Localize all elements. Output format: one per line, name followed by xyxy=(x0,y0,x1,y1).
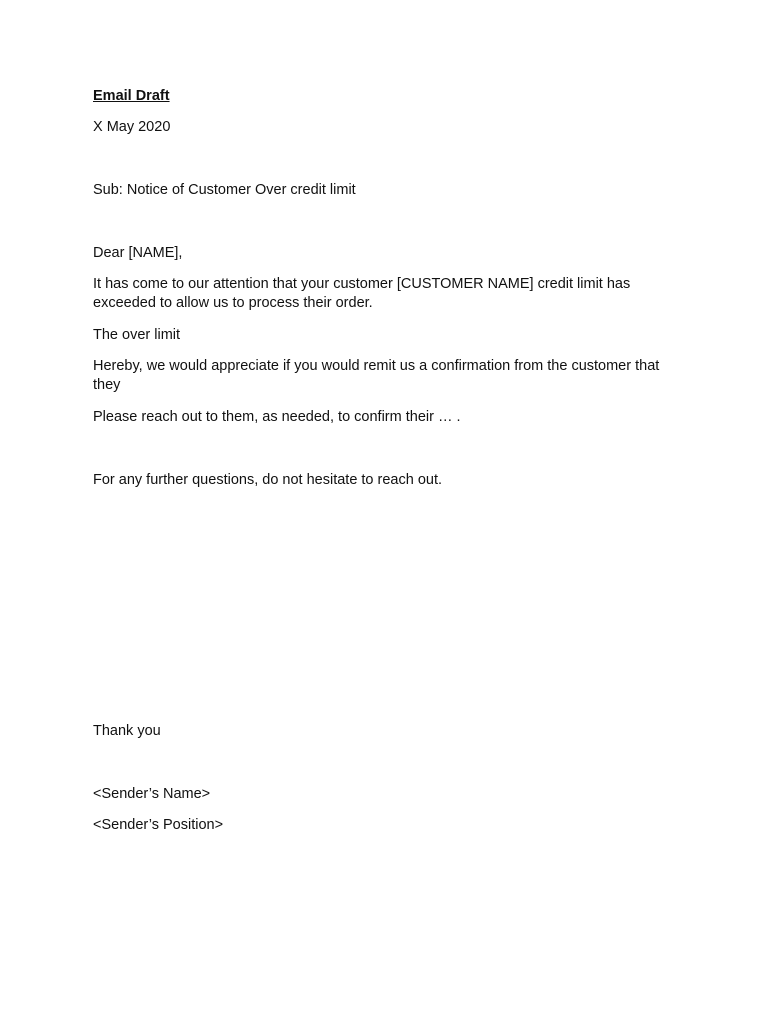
document-date: X May 2020 xyxy=(93,119,171,135)
document-heading: Email Draft xyxy=(93,88,170,104)
body-paragraph-1: It has come to our attention that your customer [CUSTOMER NAME] credit limit has exceeded to allow us to process their order. xyxy=(93,276,631,311)
closing-line: Thank you xyxy=(93,723,161,739)
salutation: Dear [NAME], xyxy=(93,245,183,261)
sender-name: <Sender’s Name> xyxy=(93,786,211,802)
subject-line: Sub: Notice of Customer Over credit limit xyxy=(93,182,356,198)
body-paragraph-3: Hereby, we would appreciate if you would remit us a confirmation from the customer that they xyxy=(93,358,660,393)
sender-position: <Sender’s Position> xyxy=(93,817,224,833)
body-paragraph-4: Please reach out to them, as needed, to confirm their … . xyxy=(93,409,461,425)
body-paragraph-2: The over limit xyxy=(93,327,181,343)
body-paragraph-5: For any further questions, do not hesitate to reach out. xyxy=(93,472,443,488)
